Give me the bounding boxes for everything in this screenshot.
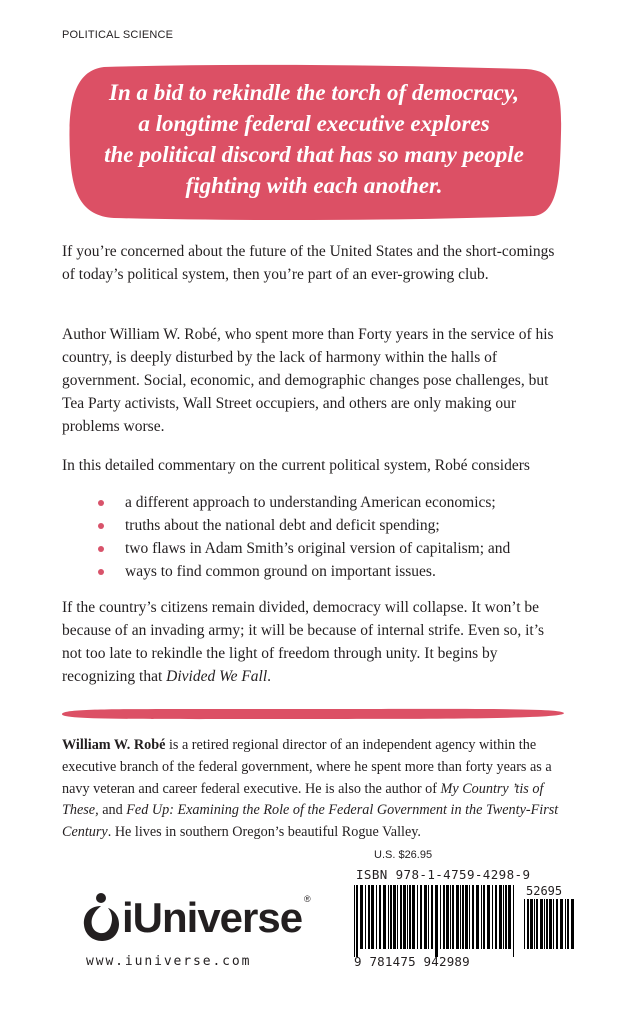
closing-end: .: [267, 668, 272, 685]
banner-line: In a bid to rekindle the torch of democracy,: [109, 80, 519, 105]
iuniverse-swirl-logo-icon: [82, 892, 120, 942]
author-bio: [62, 735, 567, 844]
intro-paragraph: [62, 240, 560, 286]
book-title-italic: Fed Up: Examining the Role of the Federal Government in the Twenty-First Century: [62, 802, 559, 841]
banner-line: fighting with each another.: [185, 173, 443, 198]
bio-text: and: [98, 802, 127, 819]
banner-quote: [64, 77, 564, 201]
closing-main: If the country’s citizens remain divided, democracy will collapse. It won’t be because of an invading army; it will be because of internal strife. Even so, it’s not too late to rekindle the light of freedom through unity. It begins by recognizing that: [62, 599, 545, 685]
publisher-name: iUniverse: [122, 894, 303, 941]
isbn-barcode: [354, 867, 573, 974]
registered-mark: ®: [304, 894, 311, 904]
isbn-number: ISBN 978-1-4759-4298-9: [356, 867, 531, 882]
ean-number: 9 781475 942989: [354, 954, 470, 969]
addon-barcode-bars: [524, 899, 574, 957]
banner-line: a longtime federal executive explores: [138, 111, 490, 136]
price-addon-number: 52695: [526, 884, 563, 898]
book-title-italic: My Country ’tis of These,: [62, 780, 544, 819]
category-label: POLITICAL SCIENCE: [62, 29, 174, 41]
considers-paragraph: [62, 454, 560, 477]
author-name: William W. Robé: [62, 737, 166, 753]
banner-line: the political discord that has so many people: [104, 142, 524, 167]
topics-list: [98, 491, 558, 583]
bio-text: is a retired regional director of an independent agency within the executive branch of the federal government, where he spent more than forty years as a navy veteran and career federal executive. He is also the author of: [62, 737, 552, 797]
list-item: [98, 537, 558, 560]
list-item: [98, 560, 558, 583]
bullet-icon: [98, 569, 104, 575]
quote-banner: [64, 63, 564, 223]
list-item: [98, 514, 558, 537]
bullet-icon: [98, 523, 104, 529]
considers-text: In this detailed commentary on the current political system, Robé considers: [62, 457, 530, 474]
list-item-text: truths about the national debt and deficit spending;: [125, 517, 440, 534]
closing-text: [62, 596, 560, 688]
publisher-logo: [82, 880, 322, 980]
closing-paragraph: [62, 596, 560, 688]
book-title-italic: Divided We Fall: [166, 668, 268, 685]
price-label: U.S. $26.95: [374, 849, 433, 861]
list-item-text: ways to find common ground on important issues.: [125, 563, 436, 580]
list-item: [98, 491, 558, 514]
list-item-text: two flaws in Adam Smith’s original version of capitalism; and: [125, 540, 511, 557]
bullet-icon: [98, 546, 104, 552]
publisher-url: www.iuniverse.com: [86, 954, 252, 969]
list-item-text: a different approach to understanding American economics;: [125, 494, 496, 511]
ean-barcode-bars: [354, 885, 516, 957]
author-paragraph: [62, 323, 560, 438]
intro-text: If you’re concerned about the future of the United States and the short-comings of today’s political system, then you’re part of an ever-growing club.: [62, 243, 555, 283]
author-paragraph-text: Author William W. Robé, who spent more than Forty years in the service of his country, is deeply disturbed by the lack of harmony within the halls of government. Social, economic, and demographic changes pose challenges, but Tea Party activists, Wall Street occupiers, and others are only making our problems worse.: [62, 326, 554, 435]
section-divider: [60, 706, 566, 722]
bio-text: . He lives in southern Oregon’s beautiful Rogue Valley.: [107, 824, 421, 841]
bullet-icon: [98, 500, 104, 506]
